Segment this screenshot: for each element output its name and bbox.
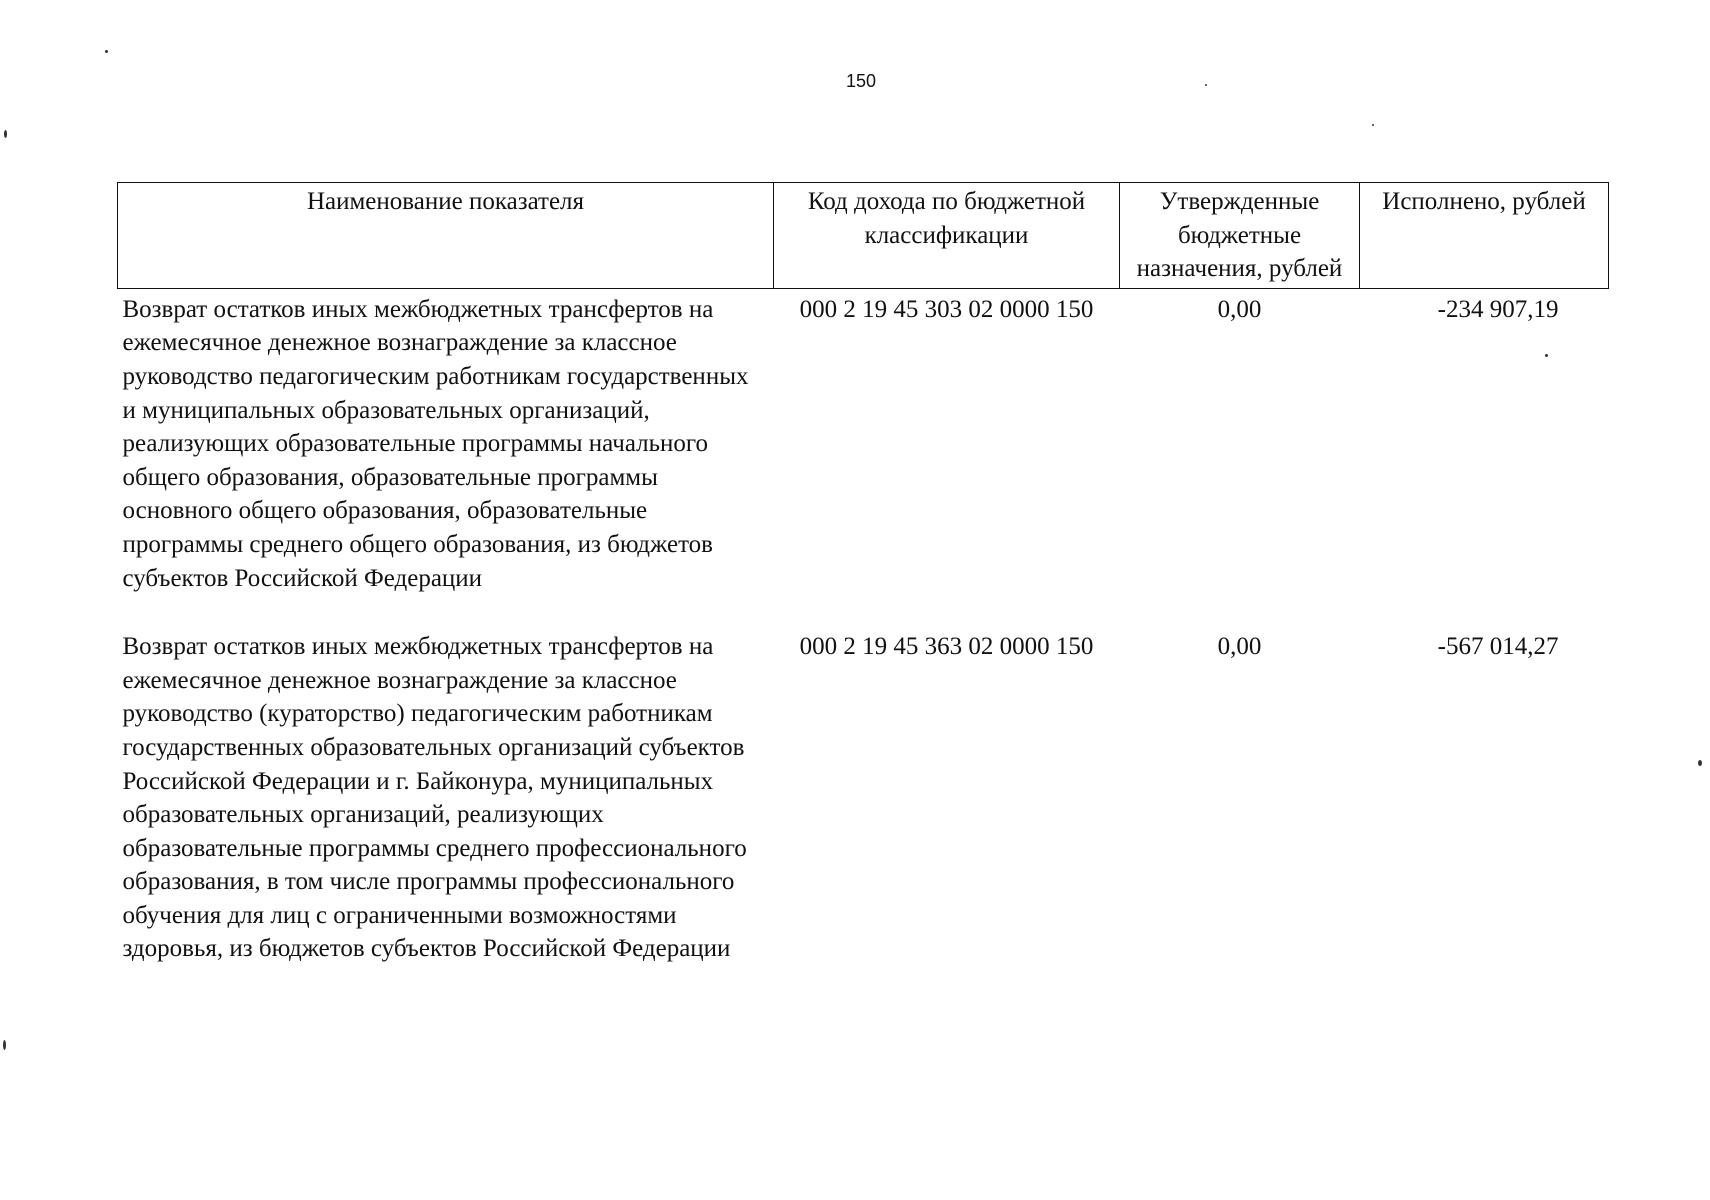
header-income-code: Код дохода по бюджетной классификации	[774, 183, 1120, 289]
scan-speck	[3, 1040, 6, 1050]
executed-amount-cell: -567 014,27	[1437, 633, 1559, 661]
header-executed-amount: Исполнено, рублей	[1360, 183, 1609, 289]
table-row	[118, 288, 1609, 626]
scan-speck	[1698, 760, 1702, 766]
income-code-cell: 000 2 19 45 363 02 0000 150	[799, 633, 1094, 661]
indicator-name-cell: Возврат остатков иных межбюджетных трансфертов на ежемесячное денежное вознаграждение за классное руководство педагогическим работникам государственных и муниципальных образовательных организаций, реализующих образовательные программы начального общего образования, образовательные программы основного общего образования, образовательные программы среднего общего образования, из бюджетов субъектов Российской Федерации	[122, 295, 749, 592]
header-approved-amount: Утвержденные бюджетные назначения, рублей	[1120, 183, 1360, 289]
scan-speck	[1205, 84, 1207, 86]
indicator-name-cell: Возврат остатков иных межбюджетных трансфертов на ежемесячное денежное вознаграждение за классное руководство (кураторство) педагогическим работникам государственных образовательных организаций субъектов Российской Федерации и г. Байконура, муниципальных образовательных организаций, реализующих образовательные программы среднего профессионального образования, в том числе программы профессионального обучения для лиц с ограниченными возможностями здоровья, из бюджетов субъектов Российской Федерации	[122, 633, 747, 963]
executed-amount-cell: -234 907,19	[1437, 295, 1559, 323]
scan-speck	[1545, 354, 1548, 357]
income-code-cell: 000 2 19 45 303 02 0000 150	[799, 295, 1094, 323]
scan-speck	[1372, 124, 1374, 126]
header-indicator-name: Наименование показателя	[118, 183, 774, 289]
scan-speck	[105, 50, 108, 53]
approved-amount-cell: 0,00	[1217, 633, 1262, 661]
approved-amount-cell: 0,00	[1217, 295, 1262, 323]
page-number: 150	[845, 71, 877, 91]
table-row	[118, 626, 1609, 997]
table-header-row	[118, 183, 1609, 289]
revenue-table	[117, 182, 1609, 997]
scan-speck	[4, 130, 7, 138]
